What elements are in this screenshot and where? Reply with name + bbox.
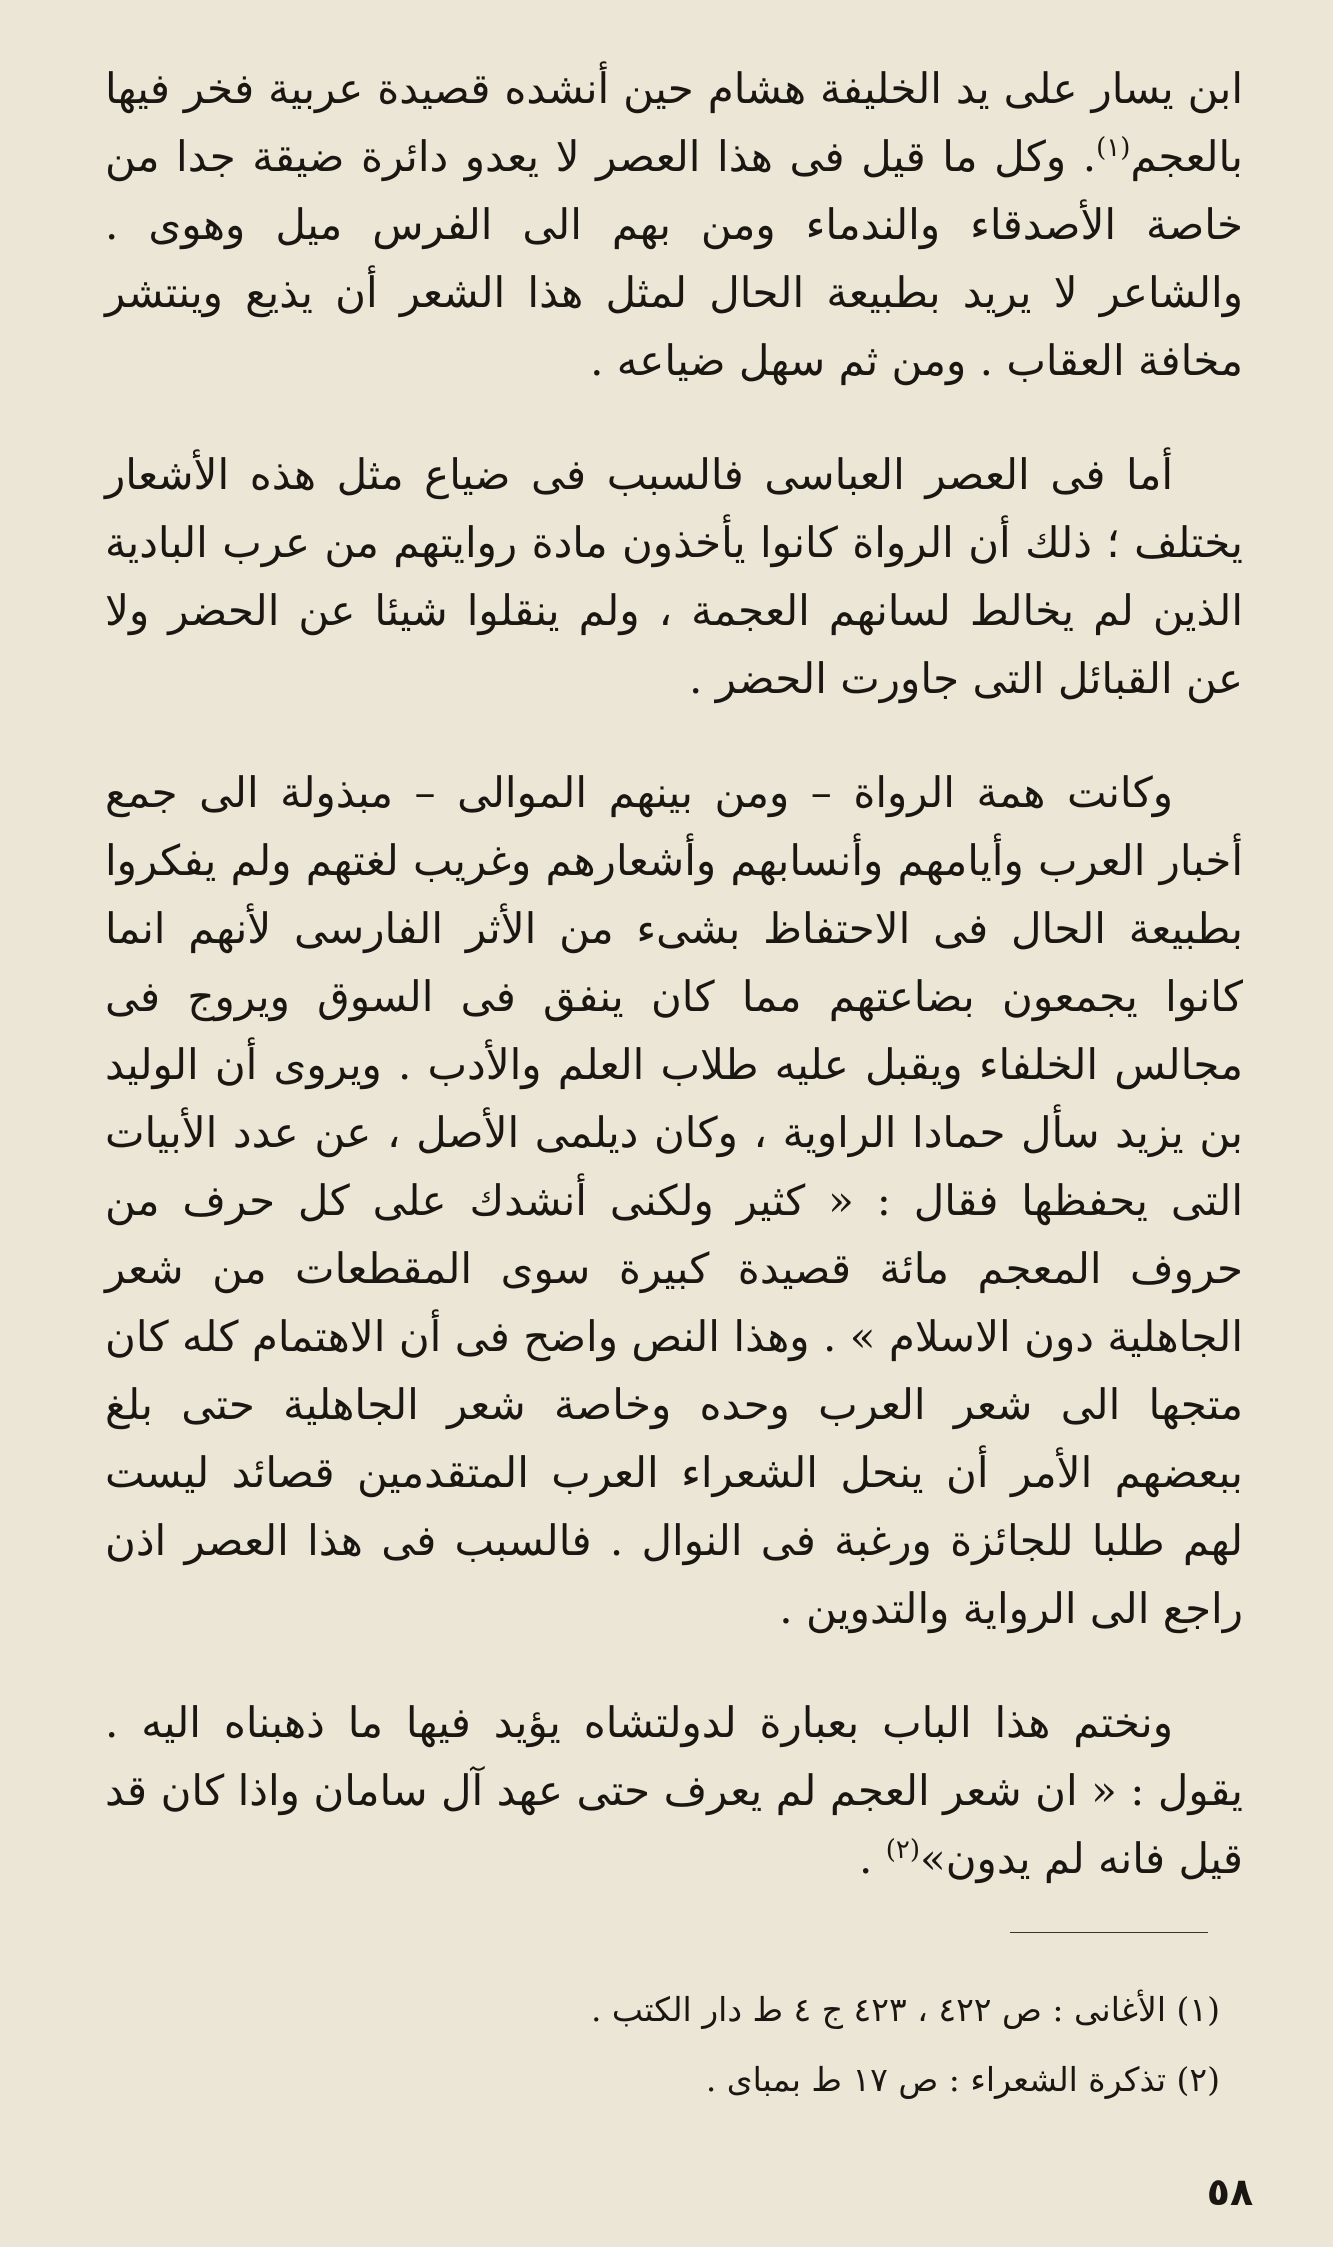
paragraph-4-text: ونختم هذا الباب بعبارة لدولتشاه يؤيد فيها ما ذهبناه اليه . يقول : « ان شعر العجم لم يعرف حتى عهد آل سامان واذا كان قد قيل فانه لم يدون» [105,1698,1243,1883]
paragraph-1-text: ابن يسار على يد الخليفة هشام حين أنشده قصيدة عربية فخر فيها بالعجم [105,64,1243,181]
body-text [105,55,1243,1893]
footnotes [300,1975,1220,2115]
footnote-2: (٢) تذكرة الشعراء : ص ١٧ ط بمباى . [705,2060,1220,2099]
paragraph-4-end: . [859,1834,886,1883]
page-number: ٥٨ [1206,2170,1254,2214]
paragraph-4 [105,1689,1243,1893]
footnote-ref-1: (١) [1096,133,1131,163]
footnote-separator [1010,1932,1208,1933]
paragraph-2: أما فى العصر العباسى فالسبب فى ضياع مثل هذه الأشعار يختلف ؛ ذلك أن الرواة كانوا يأخذون مادة روايتهم من عرب البادية الذين لم يخالط لسانهم العجمة ، ولم ينقلوا شيئا عن الحضر ولا عن القبائل التى جاورت الحضر . [105,450,1243,703]
paragraph-1 [105,55,1243,395]
footnote-ref-2: (٢) [885,1835,920,1865]
paragraph-3: وكانت همة الرواة – ومن بينهم الموالى – مبذولة الى جمع أخبار العرب وأيامهم وأنسابهم وأشعارهم وغريب لغتهم ولم يفكروا بطبيعة الحال فى الاحتفاظ بشىء من الأثر الفارسى لأنهم انما كانوا يجمعون بضاعتهم مما كان ينفق فى السوق ويروج فى مجالس الخلفاء ويقبل عليه طلاب العلم والأدب . ويروى أن الوليد بن يزيد سأل حمادا الراوية ، وكان ديلمى الأصل ، عن عدد الأبيات التى يحفظها فقال : « كثير ولكنى أنشدك على كل حرف من حروف المعجم مائة قصيدة كبيرة سوى المقطعات من شعر الجاهلية دون الاسلام » . وهذا النص واضح فى أن الاهتمام كله كان متجها الى شعر العرب وحده وخاصة شعر الجاهلية حتى بلغ ببعضهم الأمر أن ينحل الشعراء العرب المتقدمين قصائد ليست لهم طلبا للجائزة ورغبة فى النوال . فالسبب فى هذا العصر اذن راجع الى الرواية والتدوين . [105,768,1243,1633]
footnote-1: (١) الأغانى : ص ٤٢٢ ، ٤٢٣ ج ٤ ط دار الكتب . [590,1990,1220,2029]
paragraph-1-continued: . وكل ما قيل فى هذا العصر لا يعدو دائرة ضيقة جدا من خاصة الأصدقاء والندماء ومن بهم الى الفرس ميل وهوى . والشاعر لا يريد بطبيعة الحال لمثل هذا الشعر أن يذيع وينتشر مخافة العقاب . ومن ثم سهل ضياعه . [105,132,1243,385]
